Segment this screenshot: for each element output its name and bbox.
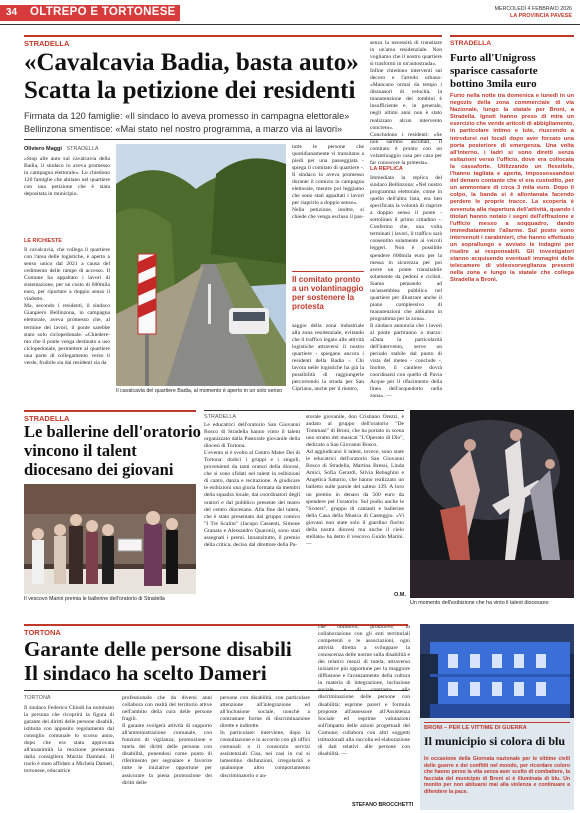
cavalcavia-photo: [116, 144, 286, 386]
article2-body-col-b: storale giovanile, don Cristiano Orezzi, è andato al gruppo dell'oratorio "De Tommasi" di Broni, che ha portato in scena uno stratto del musical "L'Operato di Dio", dedicato a San Giovanni Bosco. Ad aggiudicarsi il talent, invece, sono state le educatrici dell'oratorio San Giovanni Bosco di Stradella, Martina Bressi, Linda Amici, Sofia Gerardi, Silvia Rebughini e Angelica Saturno, che hanno realizzato un balletto sulle parole del salmo 139. A loro un premio in denaro da 500 euro da spendere per l'oratorio. Sul podio anche le "Sixters", gruppo di cantanti e ballerine della Casa della Musica di Casteggio. «Vi giovani non state solo il giardino fiorito della nostra diocesi ma anche il cielo stellato» ha detto il vescovo Guido Marini. —: [306, 414, 404, 547]
dancers-photo: [410, 410, 574, 598]
article1-kicker: STRADELLA: [24, 39, 70, 48]
article1-subtitle-line2: Bellinzona smentisce: «Mai stato nel nostro programma, a marzo via ai lavori»: [24, 124, 343, 134]
bishop-photo-caption: Il vescovo Marini premia le ballerine dell'oratorio di Stradella: [24, 596, 165, 602]
sidebar1-title: Furto all'Unigross sparisce cassaforte bottino 3mila euro: [450, 52, 538, 90]
header-paper-name: LA PROVINCIA PAVESE: [509, 13, 572, 19]
article1-body-col3a: tutte le persone che quotidianamente vi transitano a piedi per una passeggiata - spiega il comitato di quartiere -. Il sindaco lo aveva promesso durante il comizio in campagna elettorale, mentre poi leggiamo che sono stati appaltati i lavori per riaprirlo a doppio senso». Nella petizione, inoltre, si chiede che venga escluso il pas-: [292, 144, 364, 221]
cavalcavia-illustration: [116, 144, 286, 386]
article3-body-col4: che omissivo; promuove, in collaborazione con gli enti territoriali competenti e le associazioni, ogni attività diretta a sviluppare la conoscenza delle norme sulla disabilità e dei relativi mezzi di tutela, attraverso iniziative più opportune per la maggiore diffusione e l'avanzamento della cultura in materia di integrazione, inclusione sociale e di contrasto alla discriminazione delle persone con disabilità; esprime pareri e formula proposte all'assessore all'Assistenza Sociale ed esprime valutazioni sull'impatto delle azioni progettuali del Comune; collabora con altri soggetti istituzionali alla raccolta ed elaborazione di dati relativi alle persone con disabilità. —: [318, 624, 410, 757]
article3-byline-name: STEFANO BROCCHETTI: [352, 802, 414, 808]
cavalcavia-photo-caption: Il cavalcavia del quartiere Badia, al momento è aperto in un solo senso: [116, 388, 283, 394]
article2-body-kicker: STRADELLA: [204, 414, 237, 420]
article1-byline-name: Oliviero Maggi: [24, 146, 62, 152]
bishop-photo: [24, 484, 196, 594]
article1-pull-quote: Il comitato pronto a un volantinaggio per sostenere la protesta: [292, 275, 364, 311]
article2-body-col-a: Le educatrici dell'oratorio San Giovanni Bosco di Stradella hanno vinto il talent organizzato dalla Pastorale giovanile della diocesi di Tortona. L'evento si è svolto al Centro Mater Dei di Tortona: dodici i gruppi e i singoli, provenienti da tanti oratori della diocesi, che si sono sfidati nel talent in esibizioni di canto, danza e recitazione. A giudicare le esibizioni una giuria formata da membri della squadra locale, dai coordinatori degli oratori e dal pubblico presente del teatro del centro diocesano. Alla fine del talent, che è stato presentato dal gruppo comico "I Tre Scalini" (Jacopo Cassenti, Simone Granata e Alessandro Quaroni), sono stati assegnati i premi. Innanzitutto, il premio della critica, deciso dal direttore della Pa-: [204, 422, 300, 548]
page-number: 34: [6, 7, 18, 18]
article1-subhead-richieste: LE RICHIESTE: [24, 238, 62, 244]
article3-body-col1: Il sindaco Federico Chiodi ha nominato la persona che ricoprirà la figura di garante dei diritti delle persone disabili, istituita con apposito regolamento dal consiglio comunale lo scorso anno, dopo che era stata approvata all'unanimità la mozione presentata dalla consigliera Marzia Damiani. Il ruolo è stato affidato a Michela Dameri, tortonese, educatrice: [24, 705, 114, 775]
article1-byline: [24, 146, 99, 152]
article1-body-col1b: Il cavalcavia, che collega il quartiere con l'area delle logistiche, è aperto a senso unico dal 2021 a causa del cedimento delle rampe di accesso. Il Comune ha appaltato i lavori di sistemazione, per un costo di 600mila euro, per riportare a doppio senso il viadotto. Ma, secondo i residenti, il sindaco Gianpiero Bellinzona, in campagna elettorale, aveva promesso che, al termine dei lavori, il ponte sarebbe stato solo ciclopedonale. «Chiedere-mo che il ponte venga destinato a uso ciclopedonale, permettere al quartiere una parte di collegamento verso il verde, fruibile sia dai residenti sia da: [24, 247, 110, 366]
article1-body-col1a: «Stop alle auto sul cavalcavia della Badia, il sindaco lo aveva promesso in campagna elettorale». Lo chiedono 120 famiglie che abitano nel quartiere con una petizione che è stata depositata in municipio.: [24, 156, 110, 198]
header-rule: [0, 24, 580, 25]
article3-body-col3: persone con disabilità, con particolare attenzione all'integrazione ed all'inclusione sociale, nonché a contrastare forme di discriminazione dirette e indirette. In particolare: interviene, dopo la consultazione e in accordo con gli uffici comunali o il consorzio servizi assistenziali Cisa, nei casi in cui si lamentino disfunzioni, irregolarità e qualunque altro comportamento discriminatorio o an-: [220, 695, 310, 779]
sidebar2-rule: [424, 722, 570, 723]
municipio-photo: [420, 624, 574, 718]
article1-rule: [24, 35, 442, 37]
article2-initials: O.M.: [394, 592, 406, 598]
dancers-photo-caption: Un momento dell'esibizione che ha vinto il talent diocesano: [410, 600, 549, 606]
article3-kicker: TORTONA: [24, 628, 61, 637]
section-title: OLTREPO E TORTONESE: [30, 6, 176, 18]
article2-title-line2: vincono il talent: [24, 441, 137, 460]
article3-body-col2: professionale che da diversi anni collabora con realtà del territorio attive nell'ambito della cura delle persone fragili. Il garante svolgerà attività di supporto all'amministrazione comunale, con funzioni di vigilanza, promozione e tutela dei diritti delle persone con disabilità, ponendosi come punto di riferimento per segnalare e favorire tutte le iniziative opportune per assicurare la piena promozione dei diritti delle: [122, 695, 212, 786]
article1-title-line2: Scatta la petizione dei residenti: [24, 77, 356, 104]
article3-title-line1: Garante delle persone disabili: [24, 637, 292, 661]
article1-subtitle-line1: Firmata da 120 famiglie: «Il sindaco lo aveva promesso in campagna elettorale»: [24, 111, 350, 121]
blue-municipio-illustration: [420, 624, 574, 718]
article3-byline-place: TORTONA: [24, 695, 51, 701]
sidebar1-kicker: STRADELLA: [450, 40, 492, 47]
pull-quote-rule: [292, 271, 364, 272]
page-header: [0, 0, 580, 26]
dancers-illustration: [410, 410, 574, 598]
article2-title-line1: Le ballerine dell'oratorio: [24, 422, 201, 441]
bishop-award-illustration: [24, 484, 196, 594]
article2-title-line3: diocesano dei giovani: [24, 460, 174, 479]
sidebar1-rule: [450, 35, 574, 37]
article2-rule: [24, 410, 196, 412]
article1-body-col3b: saggio della zona industriale alla zona residenziale, evitando che il traffico legato alle attività logistiche attraversi il nostro quartiere - spiegano ancora i residenti della Badia -. Chi lavora nelle logistiche ha già la possibilità di raggiungerle percorrendo la strada per San Cipriano, anche per il rientro,: [292, 323, 364, 393]
article3-title-line2: Il sindaco ha scelto Dameri: [24, 661, 267, 685]
article1-title-line1: «Cavalcavia Badia, basta auto»: [24, 49, 359, 76]
article1-subhead-replica: LA REPLICA: [370, 166, 403, 172]
sidebar2-title: Il municipio si colora di blu: [424, 734, 566, 748]
sidebar1-body: Furto nella notte tra domenica e lunedì in un negozio della zona commerciale di via Nazionale, lungo la statale per Broni, a Stradella. Ignoti hanno preso di mira un esercizio che vende articoli di abbigliamento, in particolare intimo e tute, riuscendo a introdursi nei locali dopo aver forzato una porta posteriore di emergenza. Una volta all'interno, i ladri si sono diretti senza esitazioni verso l'ufficio, dove era collocata la cassaforte. Utilizzando un flessibile, l'hanno tagliata e aperta, impossessandosi del denaro contante che vi era custodito, per un ammontare di circa 3 mila euro. Dopo il colpo, la banda si è allontanata facendo perdere le proprie tracce. La scoperta è avvenuta alla riapertura dell'attività, quando i titolari hanno notato i segni dell'effrazione e l'ufficio messo a soqquadro, dando immediatamente l'allarme. Sul posto sono intervenuti i carabinieri, che hanno effettuato un sopralluogo e avviato le indagini per risalire ai responsabili. Gli investigatori stanno acquisendo eventuali immagini delle telecamere di videosorveglianza presenti nella zona e lungo la statale che collega Stradella a Broni.: [450, 93, 574, 284]
article1-body-col4a: senza la necessità di transitare in un'area residenziale. Non vogliamo che il nostro quartiere si trasformi in un'autostrada». Infine chiedono interventi sul decoro e l'arredo urbano: «Mancano ormai da tempo i dissuasori di velocità, la manutenzione dei tombini è insufficiente e, in generale, negli ultimi anni non è stato realizzato alcun intervento concreto». Concludono i residenti: «Se non saremo ascoltati, il comitato è pronto con un volantinaggio casa per casa per far conoscere la protesta».: [370, 40, 442, 166]
article2-kicker: STRADELLA: [24, 414, 70, 423]
sidebar2-kicker: BRONI – PER LE VITTIME DI GUERRA: [424, 725, 527, 731]
sidebar2-body: In occasione della Giornata nazionale per le vittime civili delle guerre e dei conflitti nel mondo, per ricordare coloro che hanno perso la vita senza aver scelto di combattere, la facciata del municipio di Broni si è illuminata di blu. Un monito per non abituarsi mai alla violenza e continuare a difendere la pace.: [424, 756, 570, 795]
article2-text-rule: [204, 410, 404, 411]
header-date: MERCOLEDÌ 4 FEBBRAIO 2026: [494, 6, 572, 12]
article1-body-col4b: Immediata la replica del sindaco Bellinzona: «Nel nostro programma elettorale, come in quello dell'altra lista, era ben specificata la volontà di riaprire a doppio senso il ponte - sottolinea il primo cittadino -. Confermo che, una volta terminati i lavori, il traffico sarà consentito solamente ai veicoli leggeri. Non è possibile spendere 600mila euro per la messa in sicurezza per poi avere un ponte transitabile solamente da pedoni e ciclisti. Siamo pensando ad un'assemblea pubblica nel quartiere per illustrare anche il piano complessivo di manutenzioni che abbiamo in programma per la zona». Il sindaco annuncia che i lavori al ponte partiranno a marzo: «Data la particolarità dell'intervento, serve un periodo stabile dal punto di vista del meteo - conclude -. Inoltre, il cantiere dovrà coordinarsi con quello di Pavia Acque per il rifacimento della linea dell'acquedotto nella zona». —: [370, 175, 442, 400]
article1-byline-place: STRADELLA: [66, 146, 99, 152]
